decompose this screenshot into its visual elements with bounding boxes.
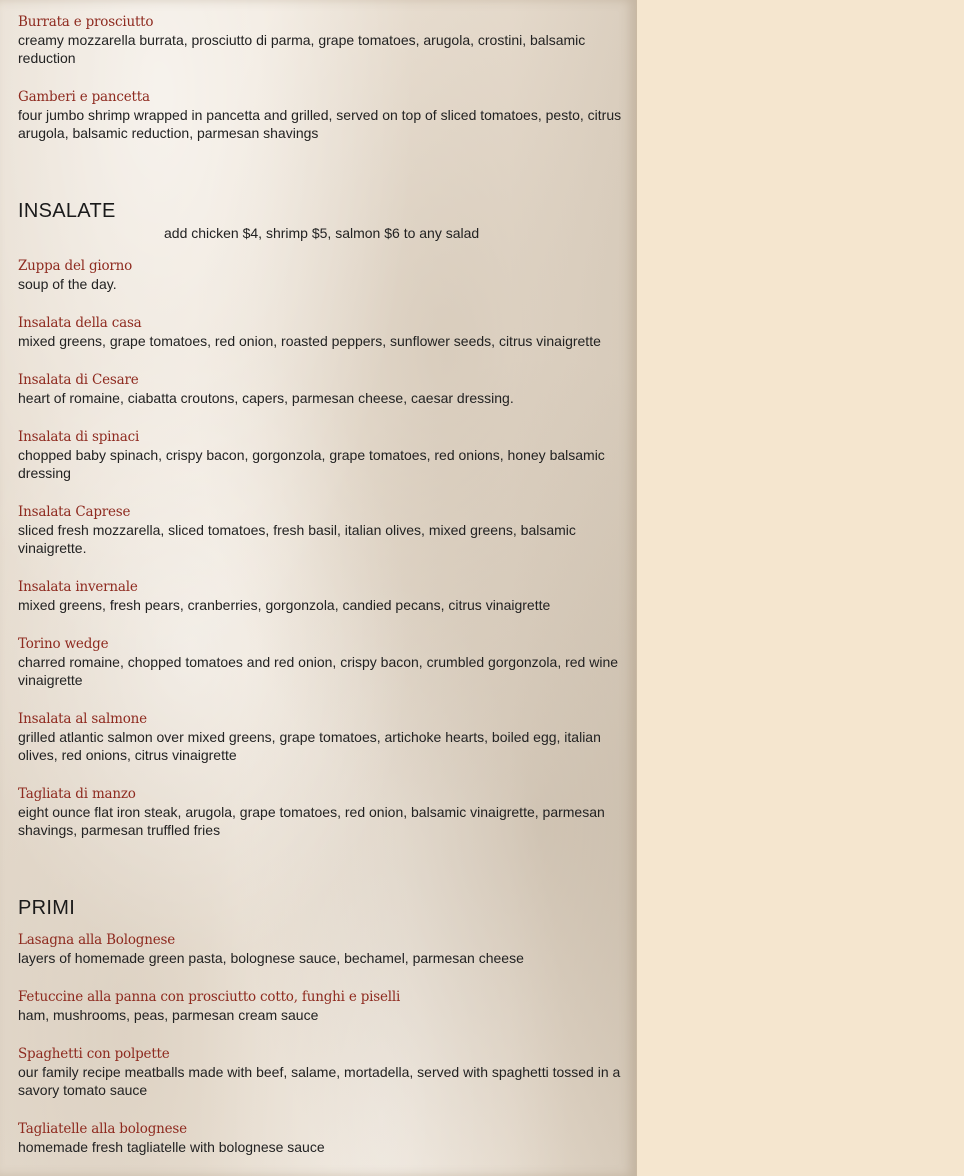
menu-item [18, 13, 624, 67]
menu-item [18, 428, 624, 482]
menu-item-name: Gamberi e pancetta [18, 89, 150, 105]
menu-item [18, 931, 624, 967]
menu-item-name: Insalata al salmone [18, 711, 147, 727]
menu-item [18, 578, 624, 614]
section-title-insalate: INSALATE [18, 200, 116, 222]
menu-item-description: our family recipe meatballs made with beef, salame, mortadella, served with spaghetti tossed in a savory tomato sauce [18, 1064, 621, 1098]
menu-item-name: Burrata e prosciutto [18, 14, 154, 30]
menu-item-description: charred romaine, chopped tomatoes and red onion, crispy bacon, crumbled gorgonzola, red wine vinaigrette [18, 654, 619, 688]
menu-item-name: Tagliatelle alla bolognese [18, 1121, 187, 1137]
menu-item-description: mixed greens, fresh pears, cranberries, gorgonzola, candied pecans, citrus vinaigrette [18, 597, 551, 613]
menu-item-name: Insalata Caprese [18, 504, 131, 520]
menu-item [18, 257, 624, 293]
menu-item [18, 988, 624, 1024]
menu-item-name: Torino wedge [18, 636, 109, 652]
menu-item-description: layers of homemade green pasta, bolognese sauce, bechamel, parmesan cheese [18, 950, 524, 966]
menu-item [18, 1120, 624, 1156]
menu-item-description: sliced fresh mozzarella, sliced tomatoes, fresh basil, italian olives, mixed greens, balsamic vinaigrette. [18, 522, 576, 556]
section-note: add chicken $4, shrimp $5, salmon $6 to any salad [164, 225, 480, 241]
menu-item [18, 314, 624, 350]
menu-item [18, 1045, 624, 1099]
menu-item-name: Insalata di spinaci [18, 429, 140, 445]
menu-item [18, 371, 624, 407]
menu-item-description: ham, mushrooms, peas, parmesan cream sauce [18, 1007, 319, 1023]
menu-item-description: eight ounce flat iron steak, arugola, grape tomatoes, red onion, balsamic vinaigrette, parmesan shavings, parmesan truffled fries [18, 804, 605, 838]
section-title-primi: PRIMI [18, 897, 76, 919]
menu-item-description: creamy mozzarella burrata, prosciutto di parma, grape tomatoes, arugola, crostini, balsamic reduction [18, 32, 586, 66]
menu-item-name: Insalata invernale [18, 579, 138, 595]
menu-item [18, 88, 624, 142]
menu-item-description: four jumbo shrimp wrapped in pancetta and grilled, served on top of sliced tomatoes, pesto, citrus arugola, balsamic reduction, parmesan shavings [18, 107, 622, 141]
menu-item-name: Tagliata di manzo [18, 786, 136, 802]
menu-item-name: Lasagna alla Bolognese [18, 932, 176, 948]
menu-item-description: grilled atlantic salmon over mixed greens, grape tomatoes, artichoke hearts, boiled egg, italian olives, red onions, citrus vinaigrette [18, 729, 601, 763]
menu-item-name: Spaghetti con polpette [18, 1046, 170, 1062]
menu-item-description: soup of the day. [18, 276, 117, 292]
menu-item-description: homemade fresh tagliatelle with bolognese sauce [18, 1139, 325, 1155]
menu-item [18, 785, 624, 839]
menu-item-name: Insalata di Cesare [18, 372, 139, 388]
menu-item [18, 635, 624, 689]
menu-item-name: Insalata della casa [18, 315, 142, 331]
menu-item-description: chopped baby spinach, crispy bacon, gorgonzola, grape tomatoes, red onions, honey balsamic dressing [18, 447, 605, 481]
menu-item [18, 710, 624, 764]
menu-item-description: mixed greens, grape tomatoes, red onion, roasted peppers, sunflower seeds, citrus vinaigrette [18, 333, 601, 349]
menu-item [18, 503, 624, 557]
menu-item-name: Fetuccine alla panna con prosciutto cotto, funghi e piselli [18, 989, 401, 1005]
menu-item-name: Zuppa del giorno [18, 258, 133, 274]
menu-item-description: heart of romaine, ciabatta croutons, capers, parmesan cheese, caesar dressing. [18, 390, 514, 406]
